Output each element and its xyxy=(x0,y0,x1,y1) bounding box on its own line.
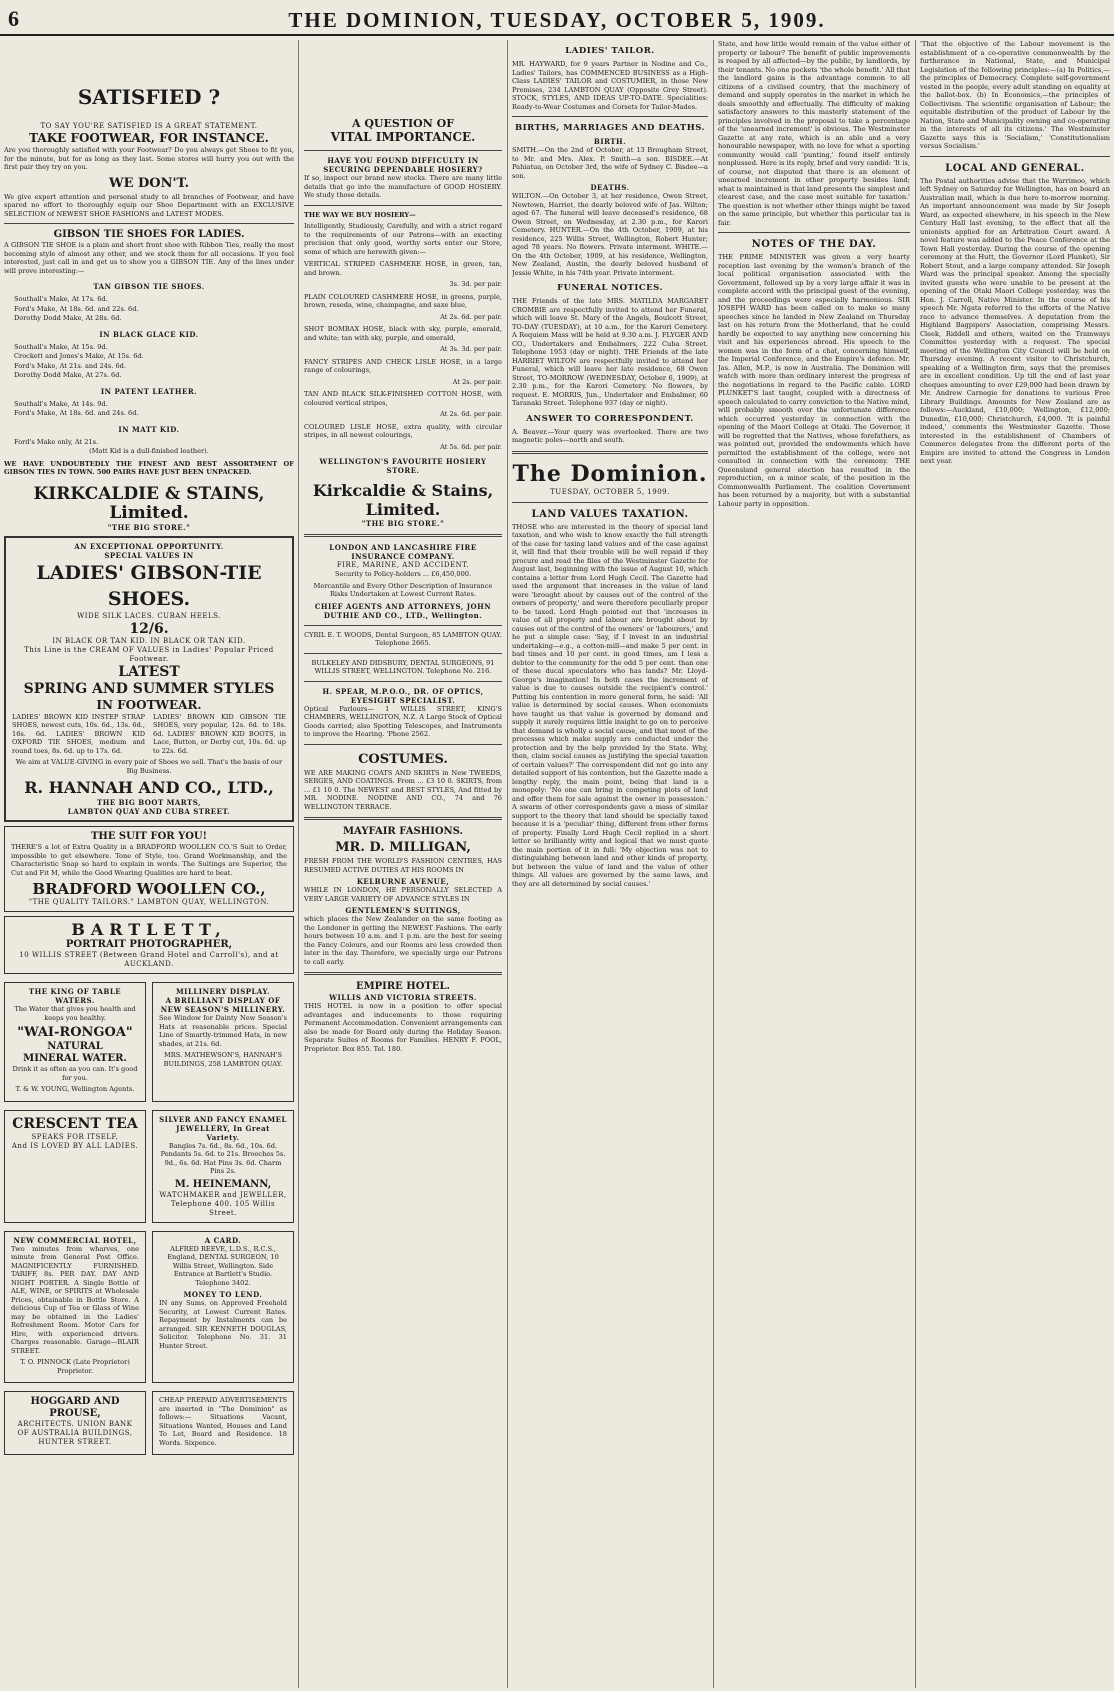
milligan-end: which places the New Zealander on the same footing as the Londoner in getting the NEWEST Fashions. The early hours between 10 a.m. and 1 p.m. are the best for seeing the Fancy Colours, and our Rooms are less crowded then later in the day. Therefore, we specially urge our Patrons to call early. xyxy=(304,915,502,966)
hosiery-item-name: VERTICAL STRIPED CASHMERE HOSE, in green, tan, and brown. xyxy=(304,260,502,277)
chief-agents-line: CHIEF AGENTS AND ATTORNEYS, JOHN DUTHIE AND CO., LTD., Wellington. xyxy=(314,601,492,620)
list-item: Dorothy Dodd Make, At 28s. 6d. xyxy=(14,314,122,322)
gibson-heading: GIBSON TIE SHOES FOR LADIES. xyxy=(53,229,245,240)
satisfied-heading: SATISFIED ? xyxy=(77,85,221,109)
woods-ad: CYRIL E. T. WOODS, Dental Surgeon, 85 LAMBTON QUAY. Telephone 2665. xyxy=(304,630,502,647)
answer-text: A. Beaver.—Your query was overlooked. There are two magnetic poles—north and south. xyxy=(512,427,708,444)
column-rule xyxy=(507,40,508,1688)
bradford-name: BRADFORD WOOLLEN CO., xyxy=(32,880,266,898)
list-item: Ford's Make, At 18s. 6d. and 24s. 6d. xyxy=(14,409,139,417)
column-rule xyxy=(713,40,714,1688)
crescent-name: CRESCENT TEA xyxy=(12,1115,138,1132)
funeral-heading: FUNERAL NOTICES. xyxy=(557,283,663,293)
hosiery-list xyxy=(304,260,502,451)
gibson-text: A GIBSON TIE SHOE is a plain and short front shoe with Ribbon Ties, really the most becoming style of almost any other, and we stock them for all occasions. If you feel interested, just call in and get us to show you a GIBSON TIE. Any of the lines under will prove interesting:— xyxy=(4,241,294,275)
heinemann-name: M. HEINEMANN, xyxy=(174,1178,272,1190)
bulkeley-ad: BULKELEY AND DIDSBURY, DENTAL SURGEONS, 91 WILLIS STREET, WELLINGTON. Telephone No. 216. xyxy=(311,658,495,675)
wellington-store-line: WELLINGTON'S FAVOURITE HOSIERY STORE. xyxy=(319,457,487,475)
hosiery-item-name: SHOT BOMBAX HOSE, black with sky, purple, emerald, and white; tan with sky, purple, and emerald, xyxy=(304,325,502,342)
ladies-gibson-heading: LADIES' GIBSON-TIE SHOES. xyxy=(36,561,262,610)
funeral-text: THE Friends of the late MRS. MATILDA MARGARET CROMBIE are respectfully invited to attend her Funeral, which will leave St. Mary of the Angels, Boulcott Street, TO-DAY (TUESDAY), at 10 a.m., for the Karori Cemetery. A Requiem Mass will be held at 9.30 a.m. J. FLYGER AND CO., Undertakers and Embalmers, 222 Cuba Street. Telephone 1953 (day or night). THE Friends of the late HARRIET WILTON are respectfully invited to attend her Funeral, which will leave her late residence, 68 Owen Street, TO-MORROW (WEDNESDAY, October 6, 1909), at 2.30 p.m., for the Karori Cemetery. No flowers, by request. E. MORRIS, Jun., Undertaker and Embalmer, 60 Taranaki Street. Telephone 937 (day or night). xyxy=(512,297,708,407)
mercantile-line: Mercantile and Every Other Description of Insurance Risks Undertaken at Lowest Current Rates. xyxy=(313,581,493,598)
ladies-tailor-heading: LADIES' TAILOR. xyxy=(565,46,655,56)
local-text: The Postal authorities advise that the Warrimoo, which left Sydney on Saturday for Wellington, has on board an Australian mail, which is due here to-morrow morning. An important announcement was made by Sir Joseph Ward, as expected elsewhere, in his speech in the New Century Hall last evening, to the effect that all the unionists applied for an Arbitration Court award. A novel feature was added to the Peace Conference at the Town Hall yesterday. During the course of the opening ceremony at the Hutt, the Governor (Lord Plunket), Sir Robert Stout, and a large company attended. Sir Joseph Ward was the principal speaker. Among the specially invited guests who were unable to be present at the opening of the Otaki Maori College yesterday, was the Hon. J. Carroll, Native Minister. In the course of his speech Mr. Ngata referred to the efforts of the Native race to advance themselves. A deputation from the Highland Bagpipers' Association, comprising Messrs. Cleek, Riddell and others, waited on the Tramways Committee yesterday with a request. The special meeting of the Wellington City Council will be held on Thursday evening. A recent visitor to Christchurch, speaking of a Wellington firm, says that the premises are in excellent condition. Up till the end of last year cheques amounting to over £29,000 had been drawn by Mr. Andrew Carnegie for donations to various Free Library Buildings. Amounts for New Zealand are as follows:—Auckland, £10,000; Wellington, £12,000; Dunedin, £10,000; Christchurch, £4,000. 'It is painful indeed,' comments the Westminster Gazette. Those interested in the establishment of Chambers of Commerce delegates from the different ports of the Empire are invited to attend the Congress in London next year. xyxy=(920,176,1110,465)
list-item: Southall's Make, At 14s. 9d. xyxy=(14,399,108,408)
footwear-left: LADIES' BROWN KID INSTEP STRAP SHOES, newest cuts, 10s. 6d., 13s. 6d., 16s. 6d. LADIES' BROWN KID OXFORD TIE SHOES, medium and round toes, 8s. 6d. up to 17s. 6d. xyxy=(12,712,145,755)
column-advertisements-1 xyxy=(4,40,294,1688)
hosiery-item xyxy=(304,390,502,419)
fire-line: FIRE, MARINE, AND ACCIDENT. xyxy=(336,561,470,569)
labour-text: 'That the objective of the Labour movement is the establishment of a co-operative commonwealth by the furtherance in National, State, and Municipal Legislation of the following principles:—(a) In Politics,—the principles of Democracy. Complete self-government vested in the people, every adult standing on equality at the ballot-box. (b) In Economics,—the principles of Collectivism. The scientific organisation of Labour; the equitable distribution of the product of Labour by the Nation, State and Municipality owning and co-operating in the interests of all its citizens.' The Westminster Gazette says this is 'Socialism,' 'Constitutionalism versus Socialism.' xyxy=(920,40,1110,150)
bartlett-name: BARTLETT, xyxy=(71,920,227,939)
wide-silk-line: WIDE SILK LACES. CUBAN HEELS. xyxy=(77,611,221,620)
hannah-ad xyxy=(4,536,294,823)
value-giving-line: We aim at VALUE-GIVING in every pair of Shoes we sell. That's the basis of our Big Business. xyxy=(15,758,283,775)
spear-text: Optical Parlours— 1 WILLIS STREET, KING'S CHAMBERS, WELLINGTON, N.Z. A Large Stock of Optical Goods carried; also Spotting Telescopes, and Instruments to improve the Hearing. 'Phone 2562. xyxy=(304,704,502,738)
big-store-label: "THE BIG STORE." xyxy=(107,522,191,532)
footwear-right: LADIES' BROWN KID GIBSON TIE SHOES, very popular, 12s. 6d. to 18s. 6d. LADIES' BROWN KID BOOTS, in Lace, Button, or Derby cut, 10s. 6d. up to 22s. 6d. xyxy=(153,712,286,755)
column-rule xyxy=(298,40,299,1688)
we-give-text: We give expert attention and personal study to all branches of Footwear, and have spared no effort to thoroughly equip our Shoe Department with an EXCLUSIVE SELECTION of NEWEST SHOE FASHIONS and LATEST MODES. xyxy=(4,192,294,218)
column-advertisements-2 xyxy=(304,40,502,1688)
speaks-line: SPEAKS FOR ITSELF, xyxy=(31,1132,119,1141)
matt-list xyxy=(4,438,294,456)
exceptional-line: AN EXCEPTIONAL OPPORTUNITY. xyxy=(74,541,224,551)
hosiery-item-price: At 3s. 3d. per pair. xyxy=(440,345,502,353)
quality-line: "THE QUALITY TAILORS." LAMBTON QUAY, WELLINGTON. xyxy=(28,898,270,906)
land-heading: LAND VALUES TAXATION. xyxy=(531,508,689,520)
suit-heading: THE SUIT FOR YOU! xyxy=(90,831,208,842)
spear-heading: H. SPEAR, M.P.O.O., DR. OF OPTICS, EYESIGHT SPECIALIST. xyxy=(322,686,484,705)
list-item: Southall's Make, At 15s. 9d. xyxy=(14,342,108,351)
london-heading: LONDON AND LANCASHIRE FIRE INSURANCE COMPANY. xyxy=(329,543,477,561)
money-label: MONEY TO LEND. xyxy=(183,1290,263,1299)
milligan-more: WHILE IN LONDON, HE PERSONALLY SELECTED A VERY LARGE VARIETY OF ADVANCE STYLES IN xyxy=(304,886,502,903)
hosiery-item xyxy=(304,293,502,322)
costumes-text: WE ARE MAKING COATS AND SKIRTS in New TWEEDS, SERGES, AND COATINGS. From ... £3 10 0. SKIRTS, from ... £1 10 0. The NEWEST and BEST STYLES, And fitted by MR. NODINE. NODINE AND CO., 74 and 76 WELLINGTON TERRACE. xyxy=(304,768,502,811)
editorial-continued: State, and how little would remain of the value either of property or labour? The benefit of public improvements is reaped by all affected—by the public, by landlords, by their tenants. No one pockets 'the whole benefit.' All that the landlord gains is the advantage common to all citizens of a civilised country, that the machinery of demand and supply operates in the market in which he deals smoothly and effectually. The difficulty of making satisfactory answers to this masterly statement of the principles involved in the proposal to take a percentage of the 'unearned increment' is obvious. The Westminster Gazette at any rate, which is an able and a very honourable newspaper, with no love for what a sporting community would call 'punting,' found itself entirely nonplussed. Here is its reply, brief and very candid: 'It is, of course, not disputed that there is an element of unearned increment in other property besides land; what is maintained is that land presents the simplest and clearest case, and the case most suitable for taxation.' The question is not whether other things might be taxed on the same principle, but whether this particular tax is fair. xyxy=(718,40,910,227)
bartlett-address: 10 WILLIS STREET (Between Grand Hotel and Carroll's), and at AUCKLAND. xyxy=(19,951,279,968)
commercial-name: NEW COMMERCIAL HOTEL, xyxy=(13,1235,137,1245)
list-item: Ford's Make, At 18s. 6d. and 22s. 6d. xyxy=(14,304,139,313)
lambton-line: LAMBTON QUAY AND CUBA STREET. xyxy=(67,807,231,816)
list-item: Southall's Make, At 17s. 6d. xyxy=(14,295,108,303)
money-text: IN any Sums, on Approved Freehold Security, at Lowest Current Rates. Repayment by Instalments can be arranged. SIR KENNETH DOUGLAS, Solicitor. Telephone No. 31. 31 Hunter Street. xyxy=(159,1299,287,1350)
bradford-ad xyxy=(4,826,294,912)
intro-text: Are you thoroughly satisfied with your Footwear? Do you always get Shoes to fit you, for the minute, but for as long as they last. Some stores will hurry you out with the first pair they try on you. xyxy=(4,146,294,171)
question-line: A QUESTION OF xyxy=(351,117,455,130)
in-footwear-label: IN FOOTWEAR. xyxy=(96,697,202,712)
column-notices-editorial xyxy=(512,40,708,1688)
birth-heading: BIRTH. xyxy=(593,137,627,146)
black-list xyxy=(4,343,294,380)
bartlett-ad xyxy=(4,916,294,974)
page-number: 6 xyxy=(8,6,19,31)
deaths-heading: DEATHS. xyxy=(590,183,630,192)
suit-text: THERE'S a lot of Extra Quality in a BRADFORD WOOLLEN CO.'S Suit to Order, impossible to get elsewhere. Tone of Style, too. Grand Workmanship, and the Characteristic Snap so hard to explain in words. The Suitings are Superior, the Cut and Fit M, while the Good Wearing Qualities are hard to beat. xyxy=(11,843,287,877)
hannah-name: R. HANNAH AND CO., LTD., xyxy=(24,778,274,797)
costumes-heading: COSTUMES. xyxy=(358,751,448,767)
if-so-text: If so, inspect our brand new stocks. There are many little details that go into the manufacture of GOOD HOSIERY. We study those details. xyxy=(304,174,502,199)
editorial-date: TUESDAY, OCTOBER 5, 1909. xyxy=(550,487,670,496)
hoggard-text: ARCHITECTS. UNION BANK OF AUSTRALIA BUILDINGS, HUNTER STREET. xyxy=(17,1420,133,1446)
millinery-ad xyxy=(152,982,294,1102)
commercial-hotel-ad xyxy=(4,1231,146,1384)
heinemann-sub: WATCHMAKER and JEWELLER, Telephone 400. 105 Willis Street. xyxy=(159,1190,287,1217)
hosiery-item-name: PLAIN COLOURED CASHMERE HOSE, in greens, purple, brown, reseda, wine, champagne, and saxe blue, xyxy=(304,292,502,309)
hosiery-item-price: At 2s. 6d. per pair. xyxy=(440,312,502,321)
bangles-line: Bangles 7s. 6d., 8s. 6d., 10s. 6d. Pendants 5s. 6d. to 21s. Brooches 5s. 9d., 6s. 6d. Hat Pins 3s. 6d. Charm Pins 2s. xyxy=(160,1141,286,1175)
latest-label: LATEST xyxy=(118,663,180,680)
silver-line: SILVER AND FANCY ENAMEL JEWELLERY, In Great Variety. xyxy=(159,1114,287,1142)
hosiery-item xyxy=(304,423,502,452)
way-text: Intelligently, Studiously, Carefully, and with a strict regard to the requirements of our Patrons—with an exacting precision that only good, worthy sorts enter our Store, some of which are herewith given:— xyxy=(304,222,502,256)
big-store-label-2: "THE BIG STORE." xyxy=(361,519,445,528)
portrait-line: PORTRAIT PHOTOGRAPHER, xyxy=(65,939,233,950)
column-editorial-notes xyxy=(718,40,910,1688)
security-line: Security to Policy-holders ... £6,450,000. xyxy=(334,570,472,578)
reeve-text: ALFRED REEVE, L.D.S., R.C.S., England, DENTAL SURGEON, 10 Willis Street, Wellington. Side Entrance at Bartlett's Studio. Telephone 3402. xyxy=(167,1244,279,1287)
big-boot-line: THE BIG BOOT MARTS, xyxy=(97,798,201,807)
kelburne-line: KELBURNE AVENUE, xyxy=(356,877,450,886)
crescent-ad xyxy=(4,1110,146,1223)
hosiery-item xyxy=(304,358,502,387)
gents-line: GENTLEMEN'S SUITINGS, xyxy=(345,906,461,915)
hosiery-item xyxy=(304,325,502,354)
hosiery-item-price: At 2s. 6d. per pair. xyxy=(440,410,502,418)
column-local-general xyxy=(920,40,1110,1688)
wairongoa-name: "WAI-RONGOA" xyxy=(17,1025,133,1040)
hosiery-item-name: COLOURED LISLE HOSE, extra quality, with circular stripes, in all newest colourings, xyxy=(304,422,502,439)
patent-list xyxy=(4,400,294,418)
cream-line: This Line is the CREAM OF VALUES in Ladies' Popular Priced Footwear. xyxy=(24,645,274,663)
list-item: Crockett and Jones's Make, At 15s. 6d. xyxy=(14,352,144,360)
empire-text: THIS HOTEL is now in a position to offer special advantages and inducements to those requiring Permanent Accommodation. Convenient arrangements can also be made for Board only during the Holiday Season. Separate Suites of Rooms for Families. HENRY F. POOL, Proprietor. Box 855. Tel. 180. xyxy=(304,1002,502,1053)
editorial-text: THOSE who are interested in the theory of special land taxation, and who wish to know exactly the full strength of the case for taxing land values and of the case against it, will find that their trouble will be well repaid if they procure and read the files of the Westminster Gazette for August last, beginning with the issue of August 10, which contains a letter from Lord Hugh Cecil. The Gazette had used the argument that increases in the value of land were 'brought about by causes out of the control of the owners of property,' and were therefore peculiarly proper to be taxed. Lord Hugh pointed out that 'increases in value of all property and labour are brought about by causes out of the control of the owners' or 'labourers,' and he put a simple case: 'Say, if I invest in an industrial undertaking—e.g., a cotton-mill—and make 5 per cent. in bad times and 10 per cent. in good times, am I less a debtor to the community for the odd 5 per cent. than one of these ducal speculators who has lands? Mr. Lloyd-George's imagination! In both cases the increment of value is due to causes outside the recipient's control.' Putting his contention in more general form, he said: 'All value is determined by social causes. When economists have taught us that value is governed by demand and supply it surely requires little insight to go on to perceive that demand is wholly a social cause, and that most of the processes which make supply are conducted under the protection and by the help provided by the State. Why, then, claim social causes as justifying the special taxation of certain values?' The correspondent did not go into any detailed support of his contention, but the Gazette made a lengthy reply, the main point, being that land is a monopoly: 'No one can bring in competing plots of land and offer them for sale against the owner in possession.' A swarm of other correspondents gave a mass of similar support to the theory that land should be specially taxed because it is a 'peculiar' thing, different from other forms of property. Finally Lord Hugh Cecil replied in a short letter so brilliantly witty and logical that we must quote the main portion of it in full: 'My objection was not to distinguishing between land and other kinds of property, but between the value of land and the value of other things. All values are governed by the same laws, and they are all determined by social causes.' xyxy=(512,522,708,888)
list-item: Ford's Make, At 21s. and 24s. 6d. xyxy=(14,361,126,370)
hoggard-name: HOGGARD AND PROUSE, xyxy=(30,1396,120,1419)
hosiery-item xyxy=(304,260,502,289)
wairongoa-ad xyxy=(4,982,146,1102)
prepaid-ad xyxy=(152,1391,294,1455)
reeve-ad xyxy=(152,1231,294,1384)
millinery-label: MILLINERY DISPLAY. xyxy=(175,987,271,996)
hosiery-item-name: FANCY STRIPES AND CHECK LISLE HOSE, in a large range of colourings, xyxy=(304,357,502,374)
births-text: SMITH.—On the 2nd of October, at 13 Brougham Street, to Mr. and Mrs. Alex. P. Smith—a son. BISDEE.—At Pahiatua, on October 3rd, the wife of Sydney C. Bisdee—a son. xyxy=(512,146,708,180)
mineral-line: MINERAL WATER. xyxy=(23,1053,127,1064)
heinemann-ad xyxy=(152,1110,294,1223)
tan-list xyxy=(4,295,294,323)
local-heading: LOCAL AND GENERAL. xyxy=(945,162,1085,174)
column-rule xyxy=(915,40,916,1688)
black-heading: IN BLACK GLACE KID. xyxy=(99,329,199,339)
deaths-text: WILTON.—On October 3, at her residence, Owen Street, Newtown, Harriet, the dearly beloved wife of Jas. Wilton; aged 67. The funeral will leave deceased's residence, 68 Owen Street, on Wednesday, at 2.30 p.m., for Karori Cemetery. HUNTER.—On the 4th October, 1909, at his residence, 225 Willis Street, Wellington, Robert Hunter; aged 78 years. No flowers. Private interment. WHITE.—On the 4th October, 1909, at his residence, Wellington, New Zealand, Austin, the dearly beloved husband of Jessie White, in his 74th year. Private interment. xyxy=(512,192,708,277)
hayward-text: MR. HAYWARD, for 9 years Partner in Nodine and Co., Ladies' Tailors, has COMMENCED BUSINESS as a High-Class LADIES' TAILOR and COSTUMIER, in those New Premises, 234 LAMBTON QUAY (Opposite Grey Street). STOCK, STYLES, AND IDEAS UP-TO-DATE. Specialities: Ready-to-Wear Costumes and Corsets for Tailor-Mades. xyxy=(512,60,708,111)
millinery-heading: A BRILLIANT DISPLAY OF NEW SEASON'S MILLINERY. xyxy=(160,996,286,1014)
prepaid-text: CHEAP PREPAID ADVERTISEMENTS are inserted in "The Dominion" as follows:— Situations Vacant, Situations Wanted, Houses and Land To Let, Board and Residence. 18 Words. Sixpence. xyxy=(159,1396,287,1447)
loved-line: And IS LOVED BY ALL LADIES. xyxy=(11,1141,139,1150)
commercial-text: Two minutes from wharves, one minute from General Post Office. MAGNIFICENTLY FURNISHED. TARIFF, 8s. PER DAY. DAY AND NIGHT PORTER. A Single Bottle of ALE, WINE, or SPIRITS at Wholesale Prices, obtainable in Bottle Store. A delicious Cup of Tea or Glass of Wine may be obtained in the Ladies' Refreshment Room. Motor Cars for Hire, with experienced drivers. Charges reasonable. Garage—BLAIR STREET. xyxy=(11,1244,139,1355)
answer-heading: ANSWER TO CORRESPONDENT. xyxy=(526,413,694,424)
water-intro: The Water that gives you health and keeps you healthy. xyxy=(14,1005,136,1022)
black-tan-line: IN BLACK OR TAN KID. IN BLACK OR TAN KID. xyxy=(52,636,246,645)
hosiery-item-price: At 2s. per pair. xyxy=(452,377,502,386)
hoggard-ad xyxy=(4,1391,146,1455)
vital-line: VITAL IMPORTANCE. xyxy=(330,130,476,144)
willis-victoria-line: WILLIS AND VICTORIA STREETS. xyxy=(329,993,477,1002)
young-line: T. & W. YOUNG, Wellington Agents. xyxy=(15,1085,135,1093)
mathewson-line: MRS. MATHEWSON'S, HANNAH'S BUILDINGS, 258 LAMBTON QUAY. xyxy=(163,1051,283,1068)
drink-line: Drink it as often as you can. It's good for you. xyxy=(12,1065,138,1082)
kirkcaldie-heading-2: Kirkcaldie & Stains, Limited. xyxy=(312,481,494,519)
king-table-line: THE KING OF TABLE WATERS. xyxy=(28,987,122,1005)
empire-heading: EMPIRE HOTEL. xyxy=(355,981,451,992)
undoubtedly-text: WE HAVE UNDOUBTEDLY THE FINEST AND BEST ASSORTMENT OF GIBSON TIES IN TOWN. 500 PAIRS HAVE JUST BEEN UNPACKED. xyxy=(4,459,294,476)
mayfair-heading: MAYFAIR FASHIONS. xyxy=(342,826,464,837)
list-item: Dorothy Dodd Make, At 27s. 6d. xyxy=(14,371,122,379)
list-item: Ford's Make only, At 21s. xyxy=(14,437,99,446)
way-heading: THE WAY WE BUY HOSIERY— xyxy=(304,210,416,219)
kirkcaldie-heading: KIRKCALDIE & STAINS, Limited. xyxy=(33,483,265,523)
take-footwear-heading: TAKE FOOTWEAR, FOR INSTANCE. xyxy=(29,131,269,145)
notes-heading: NOTES OF THE DAY. xyxy=(751,239,877,250)
tan-heading: TAN GIBSON TIE SHOES. xyxy=(93,282,205,291)
millinery-text: See Window for Dainty New Season's Hats at reasonable prices. Special Line of Smartly-trimmed Hats, in new shades, at 21s. 6d. xyxy=(159,1014,287,1048)
bmd-heading: BIRTHS, MARRIAGES AND DEATHS. xyxy=(514,123,706,133)
card-label: A CARD. xyxy=(204,1235,242,1245)
hosiery-item-name: TAN AND BLACK SILK-FINISHED COTTON HOSE, with coloured vertical stripes, xyxy=(304,390,502,407)
spring-label: SPRING AND SUMMER STYLES xyxy=(23,680,275,697)
masthead xyxy=(0,0,1114,36)
milligan-text: FRESH FROM THE WORLD'S FASHION CENTRES, HAS RESUMED ACTIVE DUTIES AT HIS ROOMS IN xyxy=(304,857,502,874)
special-line: SPECIAL VALUES IN xyxy=(104,550,194,560)
natural-line: NATURAL xyxy=(47,1041,103,1052)
matt-heading: IN MATT KID. xyxy=(118,424,180,434)
we-dont-heading: WE DON'T. xyxy=(108,175,190,191)
have-you-heading: HAVE YOU FOUND DIFFICULTY IN SECURING DEPENDABLE HOSIERY? xyxy=(323,156,483,174)
hosiery-item-price: At 5s. 6d. per pair. xyxy=(440,442,502,451)
masthead-title: THE DOMINION, TUESDAY, OCTOBER 5, 1909. xyxy=(288,8,826,32)
list-item: (Matt Kid is a dull-finished leather). xyxy=(89,447,209,455)
milligan-name: MR. D. MILLIGAN, xyxy=(335,840,471,855)
pinnock-line: T. O. PINNOCK (Late Proprietor) Proprietor. xyxy=(20,1358,130,1375)
hosiery-item-price: 3s. 3d. per pair. xyxy=(449,280,502,288)
price-label: 12/6. xyxy=(129,620,169,637)
patent-heading: IN PATENT LEATHER. xyxy=(100,386,198,396)
to-say-line: TO SAY YOU'RE SATISFIED IS A GREAT STATEMENT. xyxy=(40,122,258,130)
dominion-nameplate: The Dominion. xyxy=(512,460,708,487)
notes-text: THE PRIME MINISTER was given a very hearty reception last evening by the women's branch of the local political organisation associated with the Government, followed up by a very large affair it was in complete accord with the principal guest of the evening, and the proceedings were especially harmonious. SIR JOSEPH WARD has been called on to make so many speeches since he landed in New Zealand on Thursday last on his return from the Motherland, that he could hardly be expected to say anything new concerning his visit and his experiences abroad. His speech to the women was in the form of a chat, concerning himself, the Imperial Conference, and the Empire's defence. Mr. Jas. Allen, M.P., is now in Australia. The Dominion will watch with more than ordinary interest the progress of the negotiations in regard to the Pacific cable. LORD PLUNKET'S last taught, coupled with a directness of speech calculated to carry conviction to the Native mind, will probably smooth over the unfortunate difference which occurred yesterday in connection with the opening of the Maori College at Otaki. The Governor, it will be regretted that the Natives, whose forefathers, as was pointed out, provided the endowments which have permitted the establishment of the college, were not consulted in connection with the ceremony. THE Queensland general election has resulted in the reproduction, on a minor scale, of the position in the Commonwealth Parliament. The coalition Government has been returned by a majority, but with a substantial Labour party in opposition. xyxy=(718,253,910,508)
